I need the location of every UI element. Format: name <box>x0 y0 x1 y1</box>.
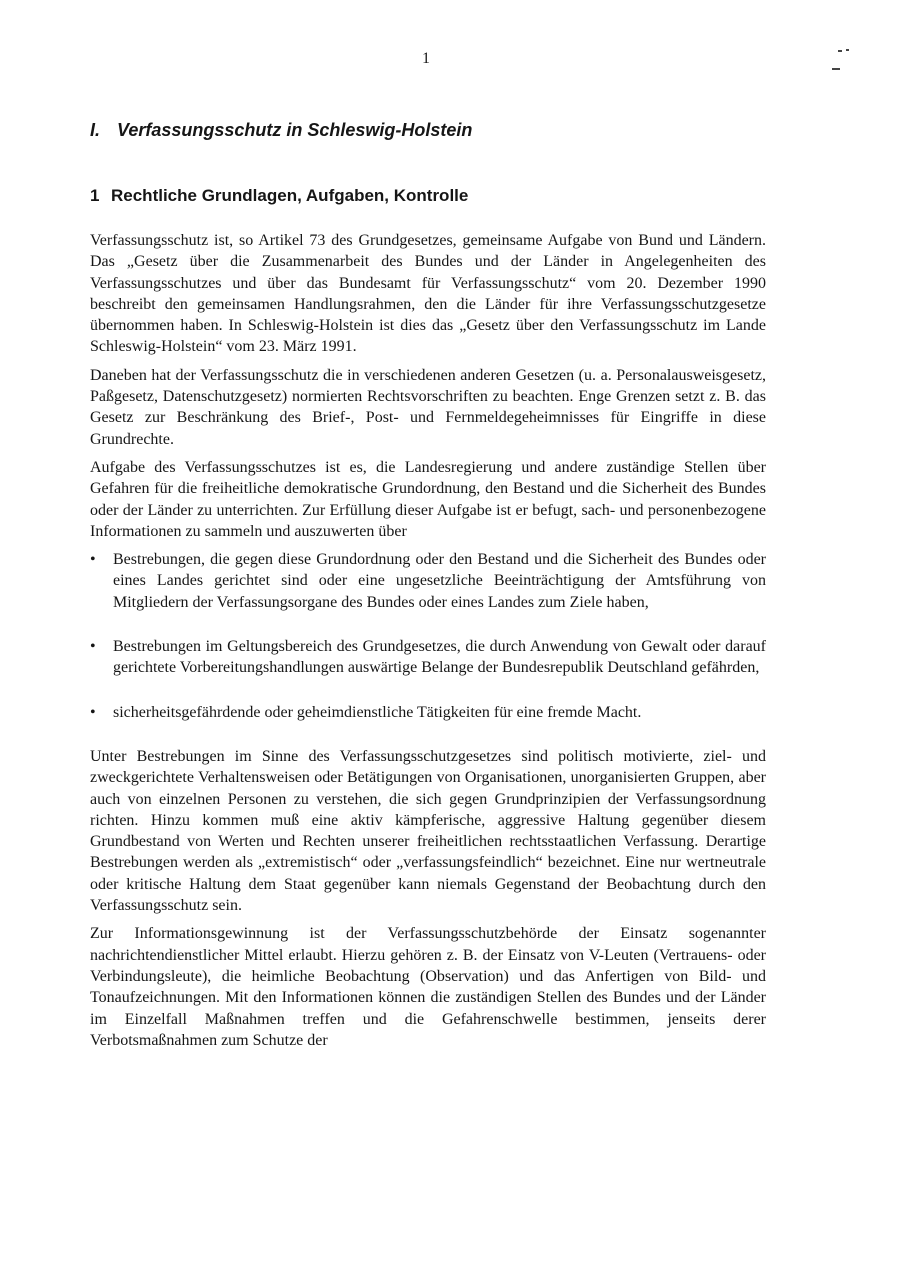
list-item-text: Bestrebungen, die gegen diese Grundordnung oder den Bestand und die Sicherheit des Bundes oder eines Landes gerichtet sind oder eine ungesetzliche Beeinträchtigung der Amtsführung von Mitgliedern der Verfassungsorgane des Bundes oder eines Landes zum Ziele haben, <box>113 551 766 611</box>
page-number: 1 <box>422 50 430 67</box>
list-item <box>90 702 766 723</box>
bullet-icon: • <box>90 638 96 656</box>
section-title: Rechtliche Grundlagen, Aufgaben, Kontrolle <box>111 186 469 205</box>
chapter-title: Verfassungsschutz in Schleswig-Holstein <box>117 120 473 140</box>
list-item <box>90 549 766 613</box>
list-item <box>90 636 766 679</box>
paragraph: Unter Bestrebungen im Sinne des Verfassungsschutzgesetzes sind politisch motivierte, ziel- und zweckgerichtete Verhaltensweisen oder Betätigungen von Organisationen, unorganisierten Gruppen, aber auch von einzelnen Personen zu verstehen, die sich gegen Grundprinzipien der Verfassungsordnung richten. Hinzu kommen muß eine aktiv kämpferische, aggressive Haltung gegenüber diesem Grundbestand von Werten und Rechten unserer freiheitlichen rechtsstaatlichen Verfassung. Derartige Bestrebungen werden als „extremistisch“ oder „verfassungsfeindlich“ bezeichnet. Eine nur wertneutrale oder kritische Haltung dem Staat gegenüber kann niemals Gegenstand der Beobachtung durch den Verfassungsschutz sein. <box>90 747 766 915</box>
bullet-icon: • <box>90 551 96 569</box>
paragraph: Zur Informationsgewinnung ist der Verfassungsschutzbehörde der Einsatz sogenannter nachrichtendienstlicher Mittel erlaubt. Hierzu gehören z. B. der Einsatz von V-Leuten (Vertrauens- oder Verbindungsleute), die heimliche Beobachtung (Observation) und das Anfertigen von Bild- und Tonaufzeichnungen. Mit den Informationen können die zuständigen Stellen des Bundes und der Länder im Einzelfall Maßnahmen treffen und die Gefahrenschwelle bestimmen, jenseits derer Verbotsmaßnahmen zum Schutze der <box>90 925 766 1049</box>
paragraph: Verfassungsschutz ist, so Artikel 73 des Grundgesetzes, gemeinsame Aufgabe von Bund und Ländern. Das „Gesetz über die Zusammenarbeit des Bundes und der Länder in Angelegenheiten des Verfassungsschutzes und über das Bundesamt für Verfassungsschutz“ vom 20. Dezember 1990 beschreibt den gemeinsamen Handlungsrahmen, den die Länder für ihre Verfassungsschutzgesetze übernommen haben. In Schleswig-Holstein ist dies das „Gesetz über den Verfassungsschutz im Lande Schleswig-Holstein“ vom 23. März 1991. <box>90 232 766 356</box>
section-heading <box>90 186 468 206</box>
body-text <box>90 230 766 1058</box>
scan-mark <box>832 68 840 70</box>
section-number: 1 <box>90 186 100 205</box>
list-item-text: Bestrebungen im Geltungsbereich des Grundgesetzes, die durch Anwendung von Gewalt oder darauf gerichtete Vorbereitungshandlungen auswärtige Belange der Bundesrepublik Deutschland gefährden, <box>113 638 766 677</box>
bullet-icon: • <box>90 703 96 721</box>
chapter-heading <box>90 120 472 141</box>
bullet-list <box>90 549 766 723</box>
list-item-text: sicherheitsgefährdende oder geheimdienstliche Tätigkeiten für eine fremde Macht. <box>113 703 642 721</box>
paragraph: Daneben hat der Verfassungsschutz die in verschiedenen anderen Gesetzen (u. a. Personalausweisgesetz, Paßgesetz, Datenschutzgesetz) normierten Rechtsvorschriften zu beachten. Enge Grenzen setzt z. B. das Gesetz zur Beschränkung des Brief-, Post- und Fernmeldegeheimnisses für Eingriffe in diese Grundrechte. <box>90 366 766 448</box>
chapter-number: I. <box>90 120 101 140</box>
paragraph: Aufgabe des Verfassungsschutzes ist es, die Landesregierung und andere zuständige Stellen über Gefahren für die freiheitliche demokratische Grundordnung, den Bestand und die Sicherheit des Bundes oder der Länder zu unterrichten. Zur Erfüllung dieser Aufgabe ist er befugt, sach- und personenbezogene Informationen zu sammeln und auszuwerten über <box>90 458 766 540</box>
